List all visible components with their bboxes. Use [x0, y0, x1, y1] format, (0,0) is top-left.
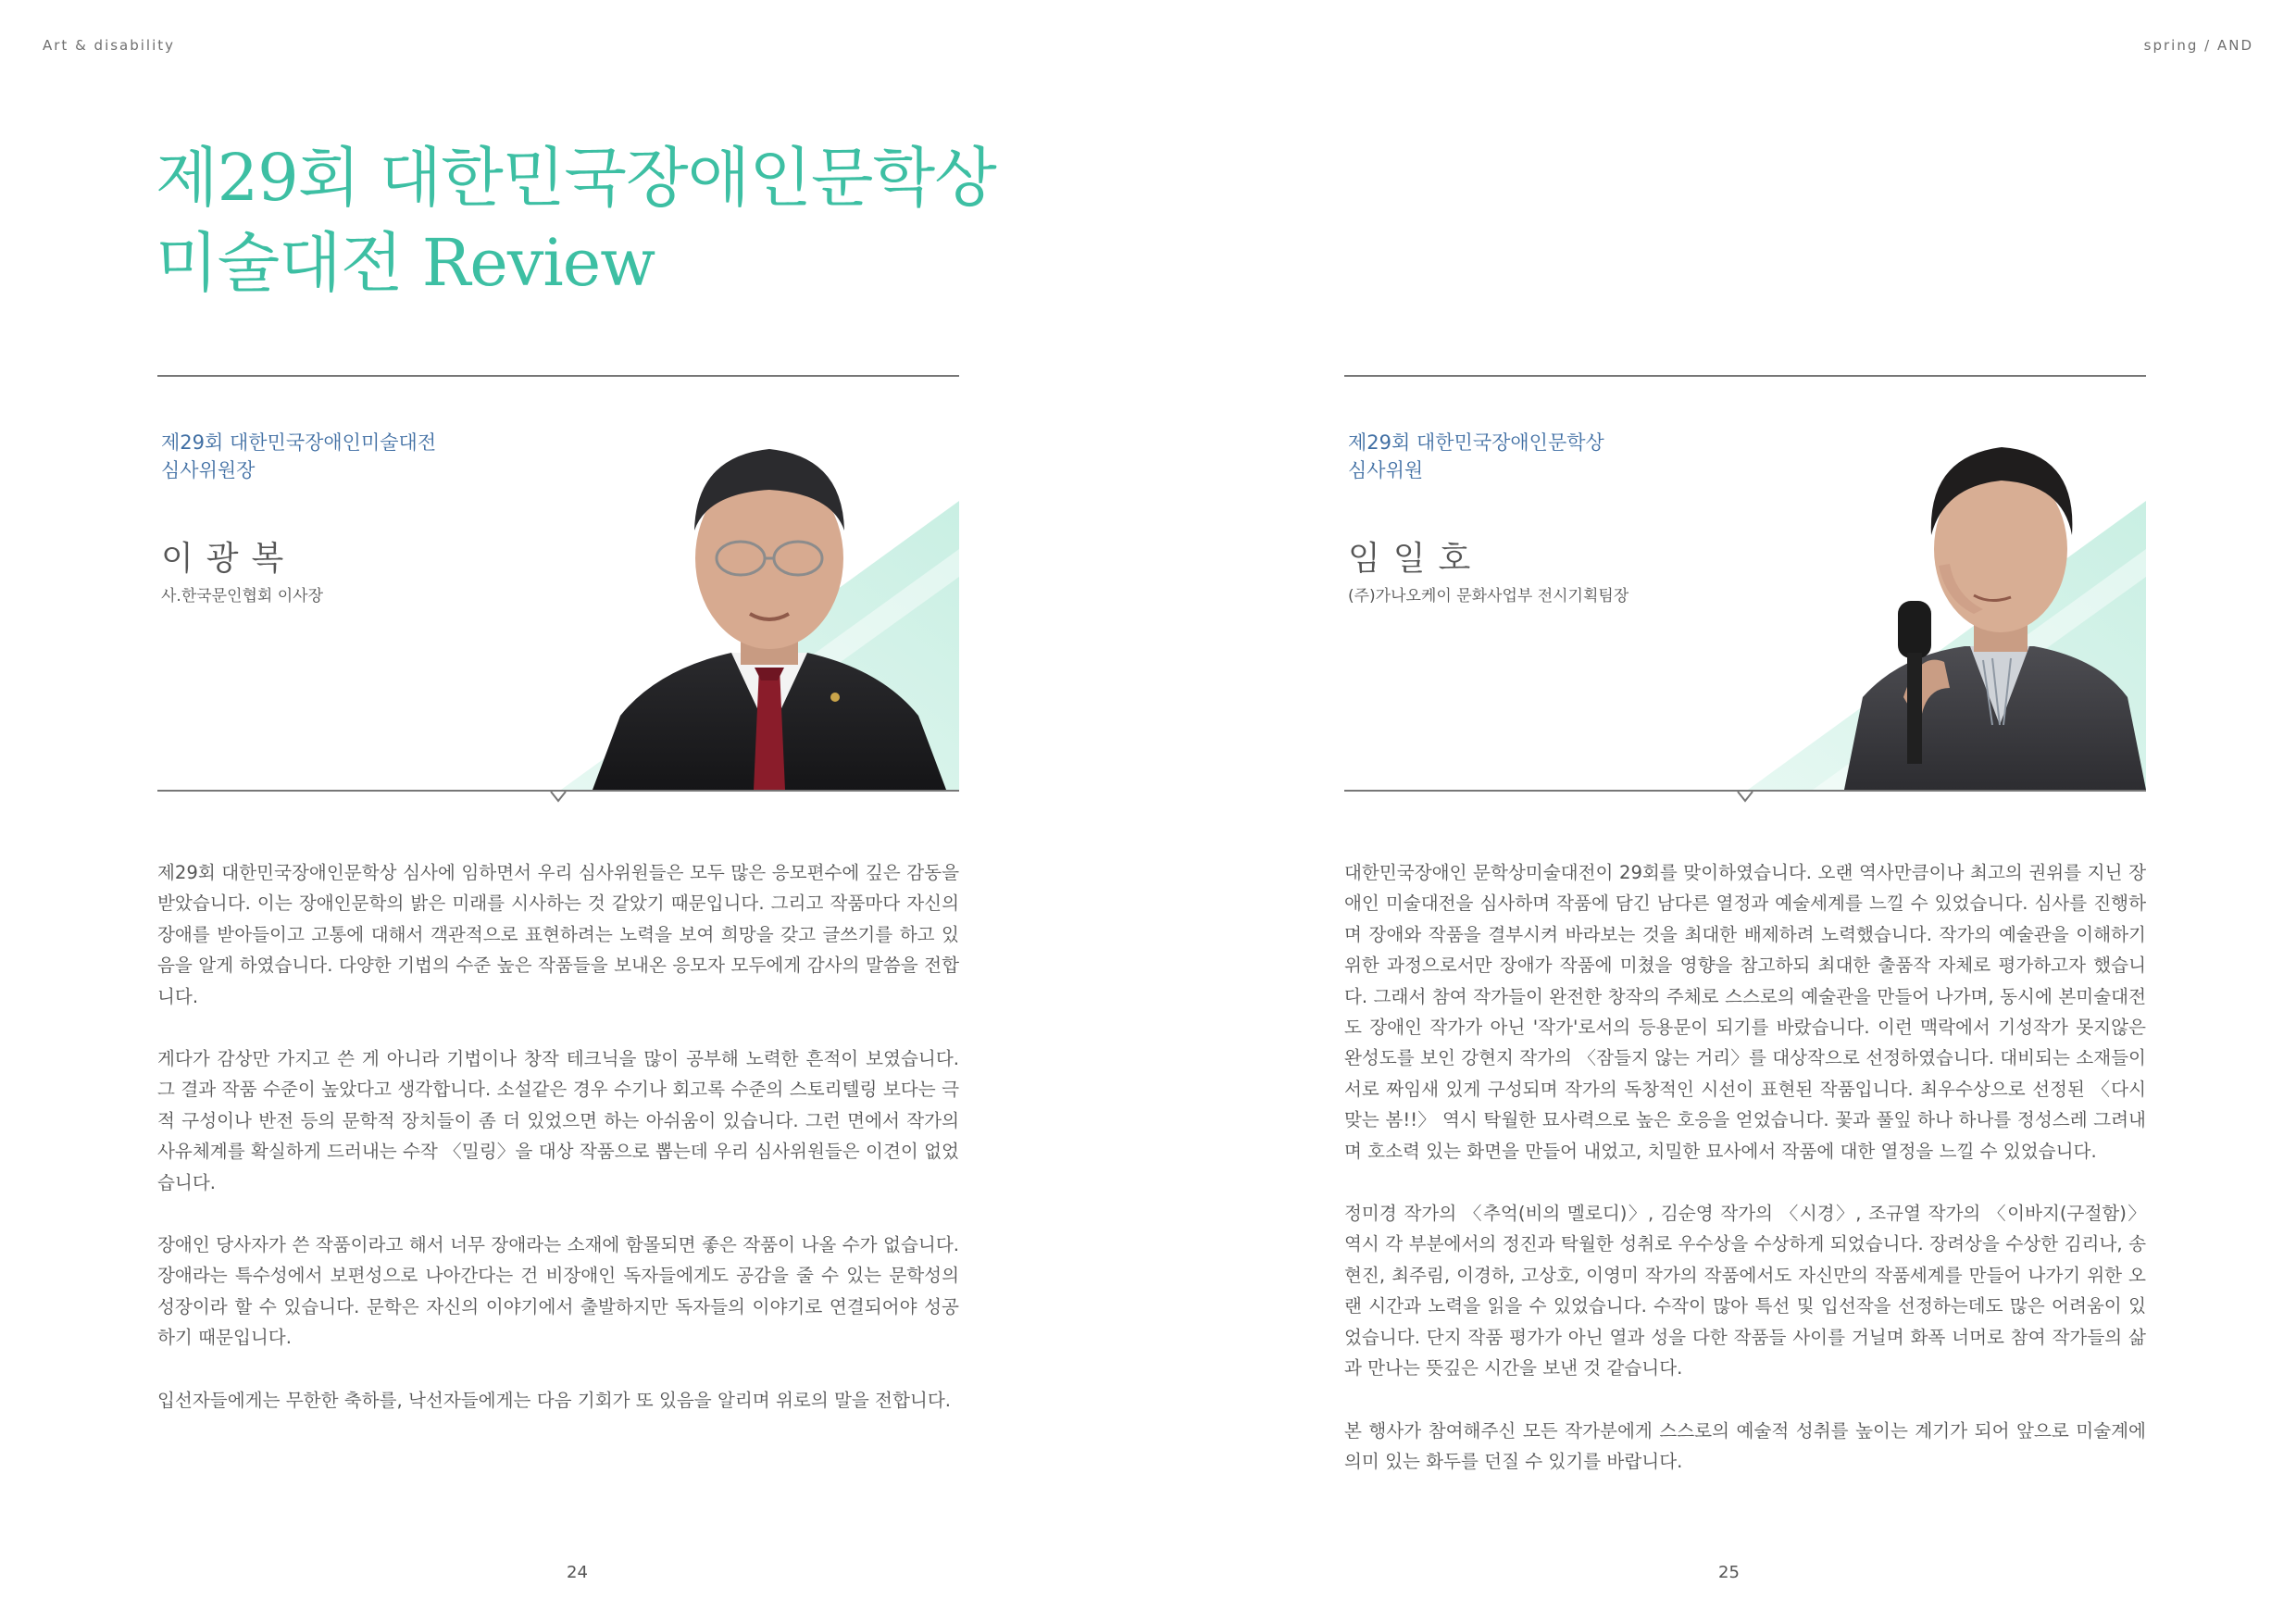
right-role — [1348, 429, 1604, 484]
left-paragraph: 제29회 대한민국장애인문학상 심사에 임하면서 우리 심사위원들은 모두 많은 응모편수에 깊은 감동을 받았습니다. 이는 장애인문학의 밝은 미래를 시사하는 것 같았기 때문입니다. 그리고 작품마다 자신의 장애를 받아들이고 고통에 대해서 객관적으로 표현하려는 노력을 보여 희망을 갖고 글쓰기를 하고 있음을 알게 하였습니다. 다양한 기법의 수준 높은 작품들을 보내온 응모자 모두에게 감사의 말씀을 전합니다. — [157, 862, 959, 1007]
right-role-line-1: 제29회 대한민국장애인문학상 — [1348, 431, 1604, 454]
left-portrait-photo — [593, 419, 946, 790]
left-role-line-2: 심사위원장 — [161, 459, 256, 481]
left-body-text — [157, 857, 959, 1447]
left-role-line-1: 제29회 대한민국장애인미술대전 — [161, 431, 437, 454]
left-role — [161, 429, 436, 484]
right-affiliation: (주)가나오케이 문화사업부 전시기획팀장 — [1348, 587, 1629, 606]
right-profile-block — [1344, 375, 2146, 792]
right-person-name: 임일호 — [1348, 540, 1484, 578]
page-number-left: 24 — [567, 1563, 588, 1582]
left-paragraph: 입선자들에게는 무한한 축하를, 낙선자들에게는 다음 기회가 또 있음을 알리며 위로의 말을 전합니다. — [157, 1389, 951, 1411]
right-paragraph: 본 행사가 참여해주신 모든 작가분에게 스스로의 예술적 성취를 높이는 계기가 되어 앞으로 미술계에 의미 있는 화두를 던질 수 있기를 바랍니다. — [1344, 1419, 2146, 1472]
page-title — [156, 135, 996, 306]
left-paragraph: 게다가 감상만 가지고 쓴 게 아니라 기법이나 창작 테크닉을 많이 공부해 노력한 흔적이 보였습니다. 그 결과 작품 수준이 높았다고 생각합니다. 소설같은 경우 수기나 회고록 수준의 스토리텔링 보다는 극적 구성이나 반전 등의 문학적 장치들이 좀 더 있었으면 하는 아쉬움이 있습니다. 그런 면에서 작가의 사유체계를 확실하게 드러내는 수작 〈밀링〉을 대상 작품으로 뽑는데 우리 심사위원들은 이견이 없었습니다. — [157, 1048, 959, 1193]
left-affiliation: 사.한국문인협회 이사장 — [161, 587, 324, 606]
left-notch-icon — [550, 792, 567, 803]
left-profile-block — [157, 375, 959, 792]
right-body-text — [1344, 857, 2146, 1508]
page-title-line-2: 미술대전 Review — [156, 225, 655, 301]
right-paragraph: 대한민국장애인 문학상미술대전이 29회를 맞이하였습니다. 오랜 역사만큼이나 최고의 권위를 지닌 장애인 미술대전을 심사하며 작품에 담긴 남다른 열정과 예술세계를 느낄 수 있었습니다. 심사를 진행하며 장애와 작품을 결부시켜 바라보는 것을 최대한 배제하려 노력했습니다. 작가의 예술관을 이해하기 위한 과정으로서만 장애가 작품에 미쳤을 영향을 참고하되 최대한 출품작 자체로 평가하고자 했습니다. 그래서 참여 작가들이 완전한 창작의 주체로 스스로의 예술관을 만들어 나가며, 동시에 본미술대전도 장애인 작가가 아닌 '작가'로서의 등용문이 되기를 바랐습니다. 이런 맥락에서 기성작가 못지않은 완성도를 보인 강현지 작가의 〈잠들지 않는 거리〉를 대상작으로 선정하였습니다. 대비되는 소재들이 서로 짜임새 있게 구성되며 작가의 독창적인 시선이 표현된 작품입니다. 최우수상으로 선정된 〈다시 맞는 봄!!〉 역시 탁월한 묘사력으로 높은 호응을 얻었습니다. 꽃과 풀잎 하나 하나를 정성스레 그려내며 호소력 있는 화면을 만들어 내었고, 치밀한 묘사에서 작품에 대한 열정을 느낄 수 있었습니다. — [1344, 862, 2146, 1162]
running-head-right: spring / AND — [2143, 37, 2253, 54]
right-notch-icon — [1737, 792, 1753, 803]
right-portrait-photo — [1835, 419, 2146, 790]
right-role-line-2: 심사위원 — [1348, 459, 1424, 481]
page-number-right: 25 — [1718, 1563, 1740, 1582]
running-head-left: Art & disability — [43, 37, 176, 54]
left-person-name: 이광복 — [161, 540, 297, 578]
left-paragraph: 장애인 당사자가 쓴 작품이라고 해서 너무 장애라는 소재에 함몰되면 좋은 작품이 나올 수가 없습니다. 장애라는 특수성에서 보편성으로 나아간다는 건 비장애인 독자들에게도 공감을 줄 수 있는 문학성의 성장이라 할 수 있습니다. 문학은 자신의 이야기에서 출발하지만 독자들의 이야기로 연결되어야 성공하기 때문입니다. — [157, 1234, 959, 1349]
page-title-line-1: 제29회 대한민국장애인문학상 — [156, 140, 996, 216]
right-paragraph: 정미경 작가의 〈추억(비의 멜로디)〉, 김순영 작가의 〈시경〉, 조규열 작가의 〈이바지(구절함)〉 역시 각 부분에서의 정진과 탁월한 성취로 우수상을 수상하게 되었습니다. 장려상을 수상한 김리나, 송현진, 최주림, 이경하, 고상호, 이영미 작가의 작품에서도 자신만의 작품세계를 만들어 나가기 위한 오랜 시간과 노력을 읽을 수 있었습니다. 수작이 많아 특선 및 입선작을 선정하는데도 많은 어려움이 있었습니다. 단지 작품 평가가 아닌 열과 성을 다한 작품들 사이를 거닐며 화폭 너머로 참여 작가들의 삶과 만나는 뜻깊은 시간을 보낸 것 같습니다. — [1344, 1203, 2146, 1380]
